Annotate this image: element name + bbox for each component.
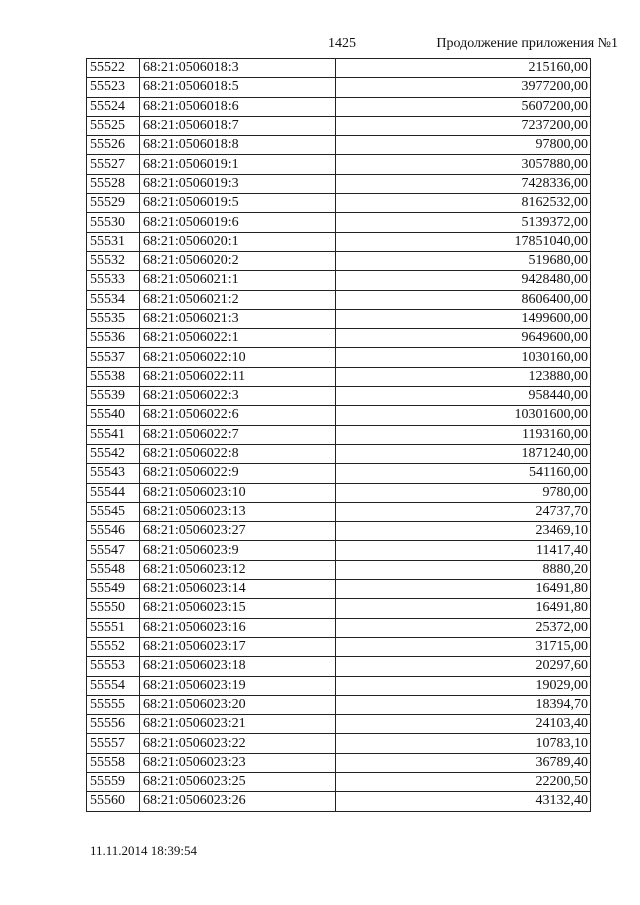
row-number-cell: 55524: [87, 97, 140, 116]
row-number-cell: 55522: [87, 59, 140, 78]
cadastral-number-cell: 68:21:0506023:23: [140, 753, 336, 772]
row-number-cell: 55540: [87, 406, 140, 425]
cadastral-value-cell: 25372,00: [336, 618, 591, 637]
row-number-cell: 55553: [87, 657, 140, 676]
row-number-cell: 55525: [87, 116, 140, 135]
cadastral-value-cell: 11417,40: [336, 541, 591, 560]
cadastral-value-cell: 18394,70: [336, 695, 591, 714]
table-row: [87, 792, 591, 811]
row-number-cell: 55528: [87, 174, 140, 193]
cadastral-value-cell: 1871240,00: [336, 444, 591, 463]
row-number-cell: 55530: [87, 213, 140, 232]
cadastral-value-cell: 5139372,00: [336, 213, 591, 232]
cadastral-value-cell: 9780,00: [336, 483, 591, 502]
cadastral-value-cell: 8880,20: [336, 560, 591, 579]
cadastral-number-cell: 68:21:0506022:11: [140, 367, 336, 386]
cadastral-value-cell: 7237200,00: [336, 116, 591, 135]
cadastral-value-cell: 958440,00: [336, 387, 591, 406]
cadastral-value-cell: 541160,00: [336, 464, 591, 483]
row-number-cell: 55559: [87, 772, 140, 791]
cadastral-number-cell: 68:21:0506022:1: [140, 329, 336, 348]
table-row: [87, 502, 591, 521]
row-number-cell: 55541: [87, 425, 140, 444]
page-number: 1425: [328, 36, 356, 51]
print-timestamp: 11.11.2014 18:39:54: [90, 843, 198, 858]
row-number-cell: 55548: [87, 560, 140, 579]
cadastral-value-cell: 123880,00: [336, 367, 591, 386]
table-body: [87, 59, 591, 812]
cadastral-value-cell: 17851040,00: [336, 232, 591, 251]
cadastral-number-cell: 68:21:0506020:1: [140, 232, 336, 251]
cadastral-value-cell: 519680,00: [336, 251, 591, 270]
cadastral-number-cell: 68:21:0506023:27: [140, 522, 336, 541]
row-number-cell: 55558: [87, 753, 140, 772]
row-number-cell: 55526: [87, 136, 140, 155]
table-row: [87, 483, 591, 502]
cadastral-number-cell: 68:21:0506023:12: [140, 560, 336, 579]
cadastral-number-cell: 68:21:0506023:10: [140, 483, 336, 502]
table-row: [87, 348, 591, 367]
table-row: [87, 695, 591, 714]
row-number-cell: 55542: [87, 444, 140, 463]
continuation-note: Продолжение приложения №1: [436, 36, 618, 51]
cadastral-number-cell: 68:21:0506023:18: [140, 657, 336, 676]
row-number-cell: 55555: [87, 695, 140, 714]
cadastral-value-cell: 7428336,00: [336, 174, 591, 193]
cadastral-value-cell: 10783,10: [336, 734, 591, 753]
row-number-cell: 55557: [87, 734, 140, 753]
row-number-cell: 55554: [87, 676, 140, 695]
cadastral-value-cell: 31715,00: [336, 637, 591, 656]
row-number-cell: 55539: [87, 387, 140, 406]
table-row: [87, 136, 591, 155]
table-row: [87, 387, 591, 406]
cadastral-number-cell: 68:21:0506021:3: [140, 309, 336, 328]
cadastral-value-cell: 8162532,00: [336, 194, 591, 213]
table-row: [87, 271, 591, 290]
cadastral-number-cell: 68:21:0506023:26: [140, 792, 336, 811]
cadastral-number-cell: 68:21:0506018:7: [140, 116, 336, 135]
table-row: [87, 618, 591, 637]
cadastral-value-cell: 1193160,00: [336, 425, 591, 444]
row-number-cell: 55551: [87, 618, 140, 637]
cadastral-number-cell: 68:21:0506018:6: [140, 97, 336, 116]
cadastral-number-cell: 68:21:0506023:13: [140, 502, 336, 521]
row-number-cell: 55549: [87, 580, 140, 599]
row-number-cell: 55544: [87, 483, 140, 502]
row-number-cell: 55538: [87, 367, 140, 386]
cadastral-value-cell: 3977200,00: [336, 78, 591, 97]
table-row: [87, 155, 591, 174]
row-number-cell: 55556: [87, 715, 140, 734]
table-row: [87, 464, 591, 483]
table-row: [87, 290, 591, 309]
row-number-cell: 55537: [87, 348, 140, 367]
cadastral-number-cell: 68:21:0506018:3: [140, 59, 336, 78]
table-row: [87, 599, 591, 618]
row-number-cell: 55532: [87, 251, 140, 270]
row-number-cell: 55550: [87, 599, 140, 618]
row-number-cell: 55529: [87, 194, 140, 213]
cadastral-number-cell: 68:21:0506023:22: [140, 734, 336, 753]
row-number-cell: 55560: [87, 792, 140, 811]
cadastral-number-cell: 68:21:0506018:5: [140, 78, 336, 97]
row-number-cell: 55552: [87, 637, 140, 656]
row-number-cell: 55546: [87, 522, 140, 541]
cadastral-value-cell: 24103,40: [336, 715, 591, 734]
cadastral-value-cell: 16491,80: [336, 599, 591, 618]
cadastral-value-cell: 19029,00: [336, 676, 591, 695]
row-number-cell: 55523: [87, 78, 140, 97]
table-row: [87, 580, 591, 599]
table-row: [87, 715, 591, 734]
table-row: [87, 522, 591, 541]
table-row: [87, 657, 591, 676]
cadastral-number-cell: 68:21:0506023:20: [140, 695, 336, 714]
table-row: [87, 734, 591, 753]
cadastral-number-cell: 68:21:0506019:3: [140, 174, 336, 193]
cadastral-value-cell: 1499600,00: [336, 309, 591, 328]
table-row: [87, 97, 591, 116]
table-row: [87, 232, 591, 251]
cadastral-number-cell: 68:21:0506023:15: [140, 599, 336, 618]
table-row: [87, 541, 591, 560]
row-number-cell: 55543: [87, 464, 140, 483]
table-row: [87, 78, 591, 97]
row-number-cell: 55534: [87, 290, 140, 309]
row-number-cell: 55531: [87, 232, 140, 251]
cadastral-number-cell: 68:21:0506018:8: [140, 136, 336, 155]
table-row: [87, 174, 591, 193]
table-row: [87, 676, 591, 695]
table-row: [87, 194, 591, 213]
cadastral-number-cell: 68:21:0506023:21: [140, 715, 336, 734]
cadastral-number-cell: 68:21:0506021:2: [140, 290, 336, 309]
cadastral-value-cell: 1030160,00: [336, 348, 591, 367]
table-row: [87, 213, 591, 232]
table-row: [87, 367, 591, 386]
cadastral-value-cell: 16491,80: [336, 580, 591, 599]
cadastral-value-cell: 9649600,00: [336, 329, 591, 348]
cadastral-number-cell: 68:21:0506023:25: [140, 772, 336, 791]
table-row: [87, 444, 591, 463]
row-number-cell: 55547: [87, 541, 140, 560]
cadastral-value-cell: 36789,40: [336, 753, 591, 772]
cadastral-value-cell: 24737,70: [336, 502, 591, 521]
table-row: [87, 59, 591, 78]
cadastral-number-cell: 68:21:0506023:19: [140, 676, 336, 695]
row-number-cell: 55535: [87, 309, 140, 328]
cadastral-value-cell: 22200,50: [336, 772, 591, 791]
cadastral-number-cell: 68:21:0506019:5: [140, 194, 336, 213]
cadastral-value-cell: 9428480,00: [336, 271, 591, 290]
cadastral-number-cell: 68:21:0506022:9: [140, 464, 336, 483]
cadastral-value-cell: 8606400,00: [336, 290, 591, 309]
cadastral-value-cell: 23469,10: [336, 522, 591, 541]
cadastral-value-cell: 10301600,00: [336, 406, 591, 425]
table-row: [87, 406, 591, 425]
cadastral-number-cell: 68:21:0506022:10: [140, 348, 336, 367]
table-row: [87, 772, 591, 791]
cadastral-number-cell: 68:21:0506020:2: [140, 251, 336, 270]
row-number-cell: 55533: [87, 271, 140, 290]
table-row: [87, 251, 591, 270]
cadastral-number-cell: 68:21:0506022:7: [140, 425, 336, 444]
cadastral-number-cell: 68:21:0506023:9: [140, 541, 336, 560]
row-number-cell: 55536: [87, 329, 140, 348]
cadastral-number-cell: 68:21:0506022:3: [140, 387, 336, 406]
cadastral-number-cell: 68:21:0506023:16: [140, 618, 336, 637]
table-row: [87, 425, 591, 444]
cadastral-value-cell: 5607200,00: [336, 97, 591, 116]
table-row: [87, 637, 591, 656]
cadastral-value-cell: 215160,00: [336, 59, 591, 78]
table-row: [87, 116, 591, 135]
cadastral-number-cell: 68:21:0506023:17: [140, 637, 336, 656]
cadastral-value-cell: 20297,60: [336, 657, 591, 676]
cadastral-number-cell: 68:21:0506022:8: [140, 444, 336, 463]
cadastral-number-cell: 68:21:0506021:1: [140, 271, 336, 290]
row-number-cell: 55545: [87, 502, 140, 521]
row-number-cell: 55527: [87, 155, 140, 174]
table-row: [87, 560, 591, 579]
cadastral-value-cell: 97800,00: [336, 136, 591, 155]
cadastral-number-cell: 68:21:0506022:6: [140, 406, 336, 425]
table-row: [87, 309, 591, 328]
cadastral-number-cell: 68:21:0506019:6: [140, 213, 336, 232]
cadastral-number-cell: 68:21:0506023:14: [140, 580, 336, 599]
table-row: [87, 329, 591, 348]
cadastral-number-cell: 68:21:0506019:1: [140, 155, 336, 174]
cadastral-value-cell: 3057880,00: [336, 155, 591, 174]
cadastral-value-cell: 43132,40: [336, 792, 591, 811]
cadastral-value-table: [86, 58, 591, 812]
table-row: [87, 753, 591, 772]
